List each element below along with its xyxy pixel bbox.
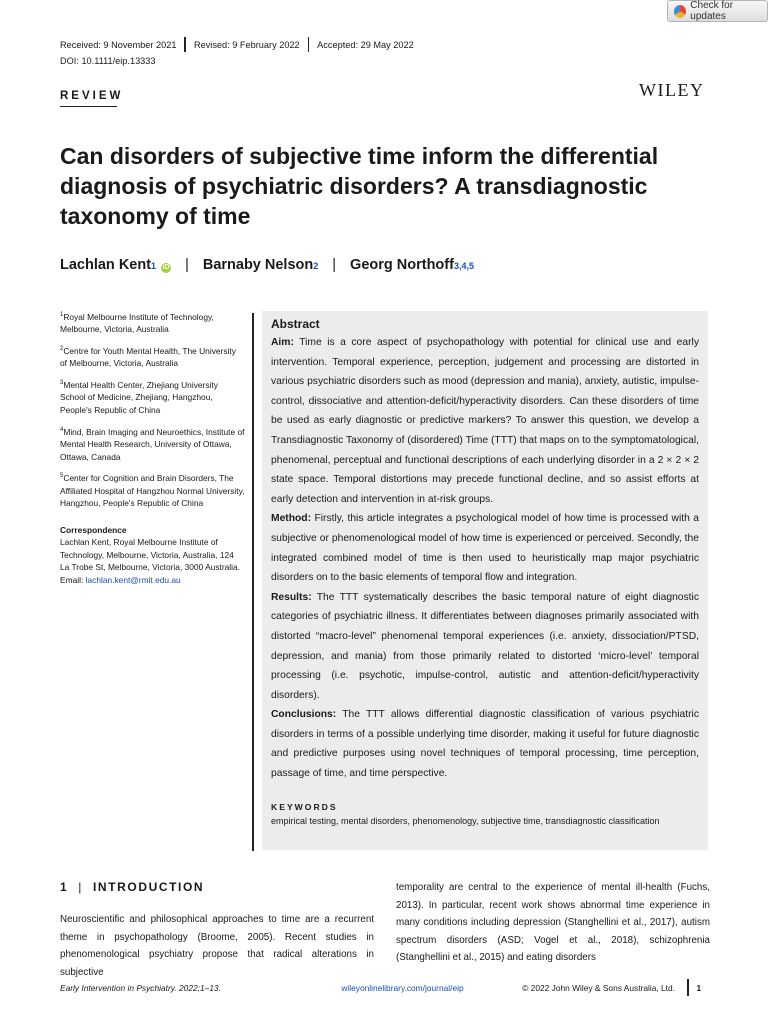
method-label: Method: <box>271 513 312 525</box>
author-separator: | <box>185 257 189 273</box>
affiliation-text: Center for Cognition and Brain Disorders, The Affiliated Hospital of Hangzhou Normal University, Hangzhou, People's Republic of China <box>60 472 245 509</box>
abstract-heading: Abstract <box>271 317 320 331</box>
copyright: © 2022 John Wiley & Sons Australia, Ltd. <box>522 982 675 993</box>
correspondence-heading: Correspondence <box>60 524 127 535</box>
abstract-aim <box>271 333 699 509</box>
conclusions-label: Conclusions: <box>271 709 337 721</box>
page-number: 1 <box>696 982 702 993</box>
author-name[interactable]: Lachlan Kent <box>60 257 152 273</box>
journal-citation: Early Intervention in Psychiatry. 2022;1–13. <box>60 982 221 993</box>
footer-divider <box>687 979 689 996</box>
affiliation <box>60 470 245 510</box>
affiliation-number: 5 <box>60 473 64 480</box>
results-text: The TTT systematically describes the basic temporal nature of eight diagnostic categories of psychiatric illness. It differentiates between diagnoses primarily associated with distorted “macro-level” phenomenal temporal experiences (i.e. anxiety, dissociation/PTSD, depression, and mania) from those primarily related to distorted ‘micro-level’ temporal processing (i.e. psychotic, impulse-control, autistic and attention-deficit/hyperactivity disorders). <box>271 591 699 701</box>
page-footer <box>60 979 710 996</box>
author-separator: | <box>332 257 337 273</box>
aim-label: Aim: <box>271 337 294 348</box>
column-divider <box>252 313 254 851</box>
article-dates <box>60 37 414 52</box>
check-for-updates-button[interactable] <box>667 0 768 22</box>
affiliation-text: Mind, Brain Imaging and Neuroethics, Institute of Mental Health Research, University of Ottawa, Ottawa, Canada <box>60 426 245 462</box>
author-name[interactable]: Barnaby Nelson <box>202 257 314 273</box>
abstract-box <box>262 311 708 850</box>
method-text: Firstly, this article integrates a psychological model of how time is processed with a subjective or phenomenological model of how time is experienced or perceived. Secondly, the integrated combined model of time is then used to heuristically map major psychiatric disorders on to the basic elements of temporal flow and integration. <box>271 513 699 584</box>
author-affiliation-sup[interactable]: 3,4,5 <box>453 261 474 271</box>
affiliation-text: Centre for Youth Mental Health, The University of Melbourne, Victoria, Australia <box>60 345 236 369</box>
correspondence-address: Lachlan Kent, Royal Melbourne Institute of Technology, Melbourne, Victoria, Australia, 124 La Trobe St, Melbourne, Victoria, 3000 Australia. <box>60 537 241 573</box>
orcid-icon[interactable]: iD <box>162 264 170 271</box>
abstract-conclusions <box>271 705 699 783</box>
heading-separator: | <box>78 880 83 894</box>
received-date: Received: 9 November 2021 <box>60 39 177 50</box>
conclusions-text: The TTT allows differential diagnostic classification of various psychiatric disorders in terms of a possible underlying time disorder, making it useful for future diagnostic and predictive purposes using novel techniques of temporal processing, time perception, passage of time, and time perspective. <box>271 709 699 780</box>
affiliation-text: Royal Melbourne Institute of Technology, Melbourne, Victoria, Australia <box>60 311 214 335</box>
aim-text: Time is a core aspect of psychopathology with potential for clinical use and early intervention. Temporal experience, perception, judgement and processing are distorted in various psychiatric disorders such as mood (depression and mania), anxiety, autistic, impulse-control, dissociative and attention-deficit/hyperactivity disorders. Can these disorders of time be used as early diagnostic or predictive markers? To answer this question, we develop a Transdiagnostic Taxonomy of (disordered) Time (TTT) that maps on to the symptomatological, phenomenal, perceptual and functional descriptions of each underlying disorder in a 2 × 2 × 2 state space. Temporal distortions may precede functional decline, and so assist efforts at early detection and intervention in at-risk groups. <box>271 337 699 505</box>
author-affiliation-sup[interactable]: 1 <box>151 261 157 271</box>
body-column-left <box>60 911 374 981</box>
author-affiliation-sup[interactable]: 2 <box>313 261 319 271</box>
date-divider <box>308 37 310 52</box>
affiliation-number: 4 <box>60 426 64 433</box>
date-divider <box>184 37 186 52</box>
correspondence-email-line <box>60 574 245 587</box>
affiliation <box>60 343 245 370</box>
accepted-date: Accepted: 29 May 2022 <box>317 39 414 50</box>
section-number: 1 <box>60 880 69 894</box>
affiliation-number: 1 <box>60 312 64 318</box>
journal-url[interactable]: wileyonlinelibrary.com/journal/eip <box>341 982 464 993</box>
author-list <box>60 257 474 273</box>
section-underline <box>60 106 117 107</box>
affiliation <box>60 424 245 464</box>
doi: DOI: 10.1111/eip.13333 <box>60 56 156 66</box>
section-label: REVIEW <box>60 90 124 102</box>
keywords-heading: KEYWORDS <box>271 801 338 812</box>
article-title: Can disorders of subjective time inform the differential diagnosis of psychiatric disorders? A transdiagnostic taxonomy of time <box>60 143 659 229</box>
abstract-results <box>271 588 699 706</box>
correspondence-body <box>60 536 245 586</box>
body-paragraph: temporality are central to the experience of mental ill-health (Fuchs, 2013). In particular, recent work shows abnormal time experience in many conditions including depression (Stanghellini et al., 2017), autism spectrum disorders (ASD; Vogel et al., 2018), schizophrenia (Stanghellini et al., 2015) and eating disorders <box>396 882 710 963</box>
crossmark-icon <box>674 5 686 18</box>
abstract-method <box>271 509 699 587</box>
introduction-heading <box>60 880 204 894</box>
check-for-updates-label: Check for updates <box>690 0 734 22</box>
section-title: INTRODUCTION <box>93 880 205 894</box>
affiliations <box>60 309 245 587</box>
revised-date: Revised: 9 February 2022 <box>193 39 300 50</box>
affiliation-text: Mental Health Center, Zhejiang University School of Medicine, Zhejiang, Hangzhou, People's Republic of China <box>60 379 218 415</box>
results-label: Results: <box>271 591 312 603</box>
affiliation <box>60 309 245 336</box>
keywords-list: empirical testing, mental disorders, phenomenology, subjective time, transdiagnostic classification <box>271 815 660 826</box>
affiliation-number: 3 <box>60 379 64 386</box>
email-link[interactable]: lachlan.kent@rmit.edu.au <box>85 575 181 586</box>
body-paragraph: Neuroscientific and philosophical approaches to time are a recurrent theme in psychopathology (Broome, 2005). Recent studies in phenomenological psychiatry propose that radical alterations in subjective <box>60 914 374 978</box>
body-column-right <box>396 879 710 967</box>
email-label: Email: <box>60 575 86 586</box>
affiliation <box>60 377 245 417</box>
affiliation-number: 2 <box>60 345 64 352</box>
author-name[interactable]: Georg Northoff <box>350 257 454 273</box>
publisher-logo: WILEY <box>639 80 705 100</box>
